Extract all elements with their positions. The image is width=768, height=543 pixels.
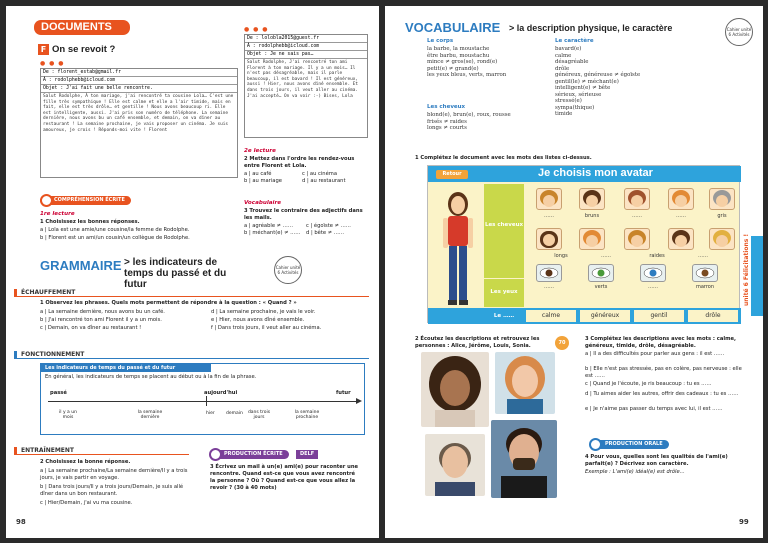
ech-e: e | Hier, nous avons dîné ensemble.: [211, 317, 305, 323]
grammar-title: GRAMMAIRE: [40, 258, 122, 273]
caractere-list: [555, 46, 640, 118]
hair-label: ……: [632, 213, 642, 219]
tl-label: la semaine prochaine: [294, 410, 320, 420]
eye-label: ……: [648, 284, 658, 290]
q3-c: c | Quand je l'écoute, je ris beaucoup : tu es ……: [585, 381, 712, 387]
trait-label: Le ……: [493, 313, 515, 319]
grammar-box: [40, 363, 365, 435]
vocab-item: drôle: [555, 65, 570, 72]
avatar-panel: [427, 165, 740, 323]
side-tab-label: unité 6 Félicitations !: [743, 233, 750, 306]
hair-option-icon[interactable]: [579, 188, 605, 210]
vocab-item: stressé(e): [555, 98, 582, 104]
q3-b: b | méchant(e) ≠ ……: [244, 230, 301, 236]
section-letter: F: [38, 44, 49, 55]
vocab-item: intelligent(e) ≠ bête: [555, 85, 611, 91]
echauffement-header: ÉCHAUFFEMENT: [14, 289, 369, 297]
vocab-title: Vocabulaire: [244, 200, 282, 206]
q2-c: c | au cinéma: [302, 171, 338, 177]
ech-question: 1 Observez les phrases. Quels mots permettent de répondre à la question : « Quand ? »: [40, 300, 297, 306]
vocab-item: désagréable: [555, 59, 589, 65]
eye-label: verts: [594, 284, 608, 290]
email-body: Salut Rodolphe, À ton mariage, j'ai rencontré ta cousine Lola… C'est une fille très sympathique ! Elle est calme et elle a l'air timide, mais en fait, elle est très drôle… et gentille ! Nous avons beaucoup ri. Elle est intelligente, aussi. J'ai pris son numéro de téléphone. La semaine dernière, nous avons bu un café ensemble, et demain, on va dîner au restaurant ! La semaine prochaine, je vais proposer un cinéma. Je suis amoureux, je crois ! Réponds-moi vite ! Florent: [43, 94, 234, 133]
question-4: 4 Pour vous, quelles sont les qualités de l'ami(e) parfait(e) ? Décrivez son caractère.: [585, 454, 728, 467]
comprehension-pill: COMPRÉHENSION ÉCRITE: [40, 196, 131, 205]
q4-example: Exemple : L'ami(e) idéal(e) est drôle…: [585, 469, 685, 475]
q3-a: a | agréable ≠ ……: [244, 223, 294, 229]
q1-b: b | Florent est un ami/un cousin/un collègue de Rodolphe.: [40, 235, 190, 241]
vocab-item: petit(e) ≠ grand(e): [427, 65, 479, 72]
hair-option-icon[interactable]: [579, 228, 605, 250]
tl-label: la semaine dernière: [137, 410, 163, 420]
question-1: 1 Choisissez les bonnes réponses.: [40, 219, 140, 225]
vocab-item: sérieux, sérieuse: [555, 91, 602, 98]
vocab-item: calme: [555, 52, 572, 59]
eye-label: marron: [695, 284, 715, 290]
q3-d: d | bête ≠ ……: [306, 230, 345, 236]
arrow-right-icon: [356, 398, 362, 404]
hair-label: ……: [544, 213, 554, 219]
hair-option-icon[interactable]: [536, 188, 562, 210]
q2-b: b | au mariage: [244, 178, 282, 184]
q2-a: a | au café: [244, 171, 272, 177]
caractere-heading: Le caractère: [555, 38, 594, 44]
hair-label: raides: [649, 253, 665, 259]
window-dots-icon: ● ● ●: [40, 60, 65, 67]
hair-label: ……: [676, 213, 686, 219]
photo-person: [491, 420, 557, 498]
grammar-subtitle: > les indicateurs de temps du passé et du futur: [124, 257, 227, 290]
grammar-box-text: En général, les indicateurs de temps se placent au début ou à la fin de la phrase.: [45, 374, 257, 380]
delf-badge: DELF: [296, 450, 318, 459]
avatar-title: Je choisis mon avatar: [538, 167, 653, 179]
question-2: 2 Écoutez les descriptions et retrouvez les personnes : Alice, Jérôme, Louis, Sonia.: [415, 336, 540, 349]
hair-option-icon[interactable]: [536, 228, 562, 250]
hair-label: gris: [717, 213, 727, 219]
vocab-item: généreux, généreuse ≠ égoïste: [555, 72, 641, 78]
email-subject: Objet : J'ai fait une belle rencontre.: [41, 85, 237, 93]
q3-c: c | égoïste ≠ ……: [306, 223, 351, 229]
ech-b: b | J'ai rencontré ton ami Florent il y a un mois.: [40, 317, 162, 323]
eye-option-icon[interactable]: [640, 264, 666, 282]
ech-c: c | Demain, on va dîner au restaurant !: [40, 325, 142, 331]
email-florent: [40, 68, 238, 178]
timeline-aujourdhui: aujourd'hui: [204, 390, 238, 396]
hair-option-icon[interactable]: [624, 228, 650, 250]
tl-label: hier: [206, 411, 215, 416]
q3-e: e | Je n'aime pas passer du temps avec lui, il est ……: [585, 406, 723, 412]
vocab-item: timide: [555, 111, 573, 117]
vocab-item: la barbe, la moustache: [427, 46, 490, 52]
trait-option[interactable]: drôle: [688, 310, 738, 322]
photo-person: [495, 352, 555, 414]
grammar-box-title: Les indicateurs de temps du passé et du futur: [41, 364, 211, 372]
book-icon: [40, 194, 53, 207]
corps-heading: Le corps: [427, 38, 454, 44]
email-lola: [244, 34, 368, 138]
tl-label: demain: [226, 411, 243, 416]
ech-d: d | La semaine prochaine, je vais le voir.: [211, 309, 316, 315]
page-number: 99: [739, 518, 749, 526]
retour-button[interactable]: Retour: [436, 170, 468, 179]
vocab-item: frisés ≠ raides: [427, 118, 467, 125]
timeline-axis: [48, 401, 358, 402]
hair-label: ……: [698, 253, 708, 259]
fonctionnement-header: FONCTIONNEMENT: [14, 351, 369, 359]
audio-track-icon[interactable]: 70: [555, 336, 569, 350]
email-to: À : rodolphebb@icloud.com: [245, 43, 367, 51]
vocab-item: blond(e), brun(e), roux, rousse: [427, 112, 511, 118]
tl-label: il y a un mois: [59, 410, 77, 420]
email-subject: Objet : Je ne sais pas…: [245, 51, 367, 59]
timeline-futur: futur: [336, 390, 351, 396]
trait-option[interactable]: généreux: [580, 310, 630, 322]
q2-d: d | au restaurant: [302, 178, 346, 184]
tl-label: dans trois jours: [247, 410, 271, 420]
timeline-passe: passé: [50, 390, 67, 396]
hair-label: ……: [601, 253, 611, 259]
photo-person: [421, 352, 489, 427]
ech-f: f | Dans trois jours, il veut aller au cinéma.: [211, 325, 322, 331]
eye-option-icon[interactable]: [588, 264, 614, 282]
row-label-cheveux: [484, 184, 524, 278]
entr-question: 2 Choisissez la bonne réponse.: [40, 459, 131, 465]
email-body: Salut Rodolphe, J'ai rencontré ton ami Florent à ton mariage. Il y a un mois… Il n'est pas désagréable, mais il parle beaucoup, il est bavard ! Il est généreux, aussi ! Hier, nous avons dîné ensemble. Et dans trois jours, il veut aller au cinéma. J'ai accepté… On va voir :-) Bises, Lola: [247, 60, 359, 99]
page-number: 98: [16, 518, 26, 526]
cahier-badge: Cahier unité 6 Activités: [725, 18, 753, 46]
eye-label: ……: [544, 284, 554, 290]
q3-b: b | Elle n'est pas stressée, pas en colère, pas nerveuse : elle est ……: [585, 366, 742, 379]
pencil-icon: [209, 448, 222, 461]
label-yeux: Les yeux: [490, 289, 518, 295]
window-dots-icon: ● ● ●: [244, 26, 269, 33]
hair-label: longs: [554, 253, 568, 259]
entr-b: b | Dans trois jours/Il y a trois jours/Demain, je suis allé dîner dans un bon restaurant.: [40, 484, 184, 497]
vocab-title: VOCABULAIRE: [405, 20, 501, 35]
vocab-item: sympa(thique): [555, 104, 595, 111]
vocab-item: longs ≠ courts: [427, 125, 467, 131]
question-2: 2 Mettez dans l'ordre les rendez-vous entre Florent et Lola.: [244, 156, 355, 169]
vocab-item: mince ≠ gros(se), rond(e): [427, 59, 498, 65]
speech-icon: [589, 438, 602, 451]
hair-label: bruns: [584, 213, 600, 219]
left-page: [6, 6, 379, 538]
vocab-subtitle: > la description physique, le caractère: [509, 23, 673, 33]
entr-c: c | Hier/Demain, j'ai vu ma cousine.: [40, 500, 133, 506]
question-3: 3 Complétez les descriptions avec les mots : calme, généreux, timide, drôle, désagréable.: [585, 336, 737, 349]
q3-a: a | Il a des difficultés pour parler aux gens : il est ……: [585, 351, 725, 357]
oral-pill: PRODUCTION ORALE: [591, 440, 669, 449]
ech-a: a | La semaine dernière, nous avons bu un café.: [40, 309, 165, 315]
hair-option-icon[interactable]: [668, 228, 694, 250]
vocab-item: les yeux bleus, verts, marron: [427, 72, 507, 78]
q3-d: d | Tu aimes aider les autres, offrir des cadeaux : tu es ……: [585, 391, 739, 397]
question-1: 1 Complétez le document avec les mots des listes ci-dessus.: [415, 155, 592, 161]
documents-banner: DOCUMENTS: [34, 20, 130, 35]
q1-a: a | Lola est une amie/une cousine/la femme de Rodolphe.: [40, 227, 190, 233]
lecture2-title: 2e lecture: [244, 148, 276, 154]
photo-person: [425, 434, 485, 496]
right-page: [385, 6, 763, 538]
question-3: 3 Trouvez le contraire des adjectifs dans les mails.: [244, 208, 363, 221]
email-to: À : rodolphebb@icloud.com: [41, 77, 237, 85]
prod-question: 3 Écrivez un mail à un(e) ami(e) pour raconter une rencontre. Quand est-ce que vous avez rencontré la personne ? Où ? Quand est-ce que vous allez la revoir ? (30 à 40 mots): [210, 464, 359, 491]
vocab-item: gentil(le) ≠ méchant(e): [555, 78, 619, 85]
cheveux-list: [427, 112, 511, 132]
eye-option-icon[interactable]: [536, 264, 562, 282]
corps-list: [427, 46, 506, 79]
eye-option-icon[interactable]: [692, 264, 718, 282]
email-from: De : lolobla2015@guest.fr: [245, 35, 367, 43]
hair-option-icon[interactable]: [624, 188, 650, 210]
label-cheveux: Les cheveux: [484, 222, 524, 228]
production-pill: PRODUCTION ÉCRITE: [210, 450, 289, 459]
email-from: De : florent_estab@gmail.fr: [41, 69, 237, 77]
side-tab: [751, 236, 763, 316]
vocab-item: être barbu, moustachu: [427, 52, 490, 59]
hair-option-icon[interactable]: [709, 228, 735, 250]
entrainement-header: ENTRAÎNEMENT: [14, 447, 189, 455]
cheveux-heading: Les cheveux: [427, 104, 466, 110]
entr-a: a | La semaine prochaine/La semaine dernière/Il y a trois jours, je vais partir en voyage.: [40, 468, 188, 481]
vocab-item: bavard(e): [555, 46, 582, 52]
section-title: On se revoit ?: [52, 44, 116, 55]
avatar-figure: [440, 188, 476, 316]
hair-option-icon[interactable]: [668, 188, 694, 210]
trait-option[interactable]: gentil: [634, 310, 684, 322]
cahier-badge: Cahier unité 6 Activités: [274, 256, 302, 284]
timeline-today-mark: [206, 396, 207, 406]
hair-option-icon[interactable]: [709, 188, 735, 210]
lecture1-title: 1re lecture: [40, 211, 75, 217]
trait-option[interactable]: calme: [526, 310, 576, 322]
